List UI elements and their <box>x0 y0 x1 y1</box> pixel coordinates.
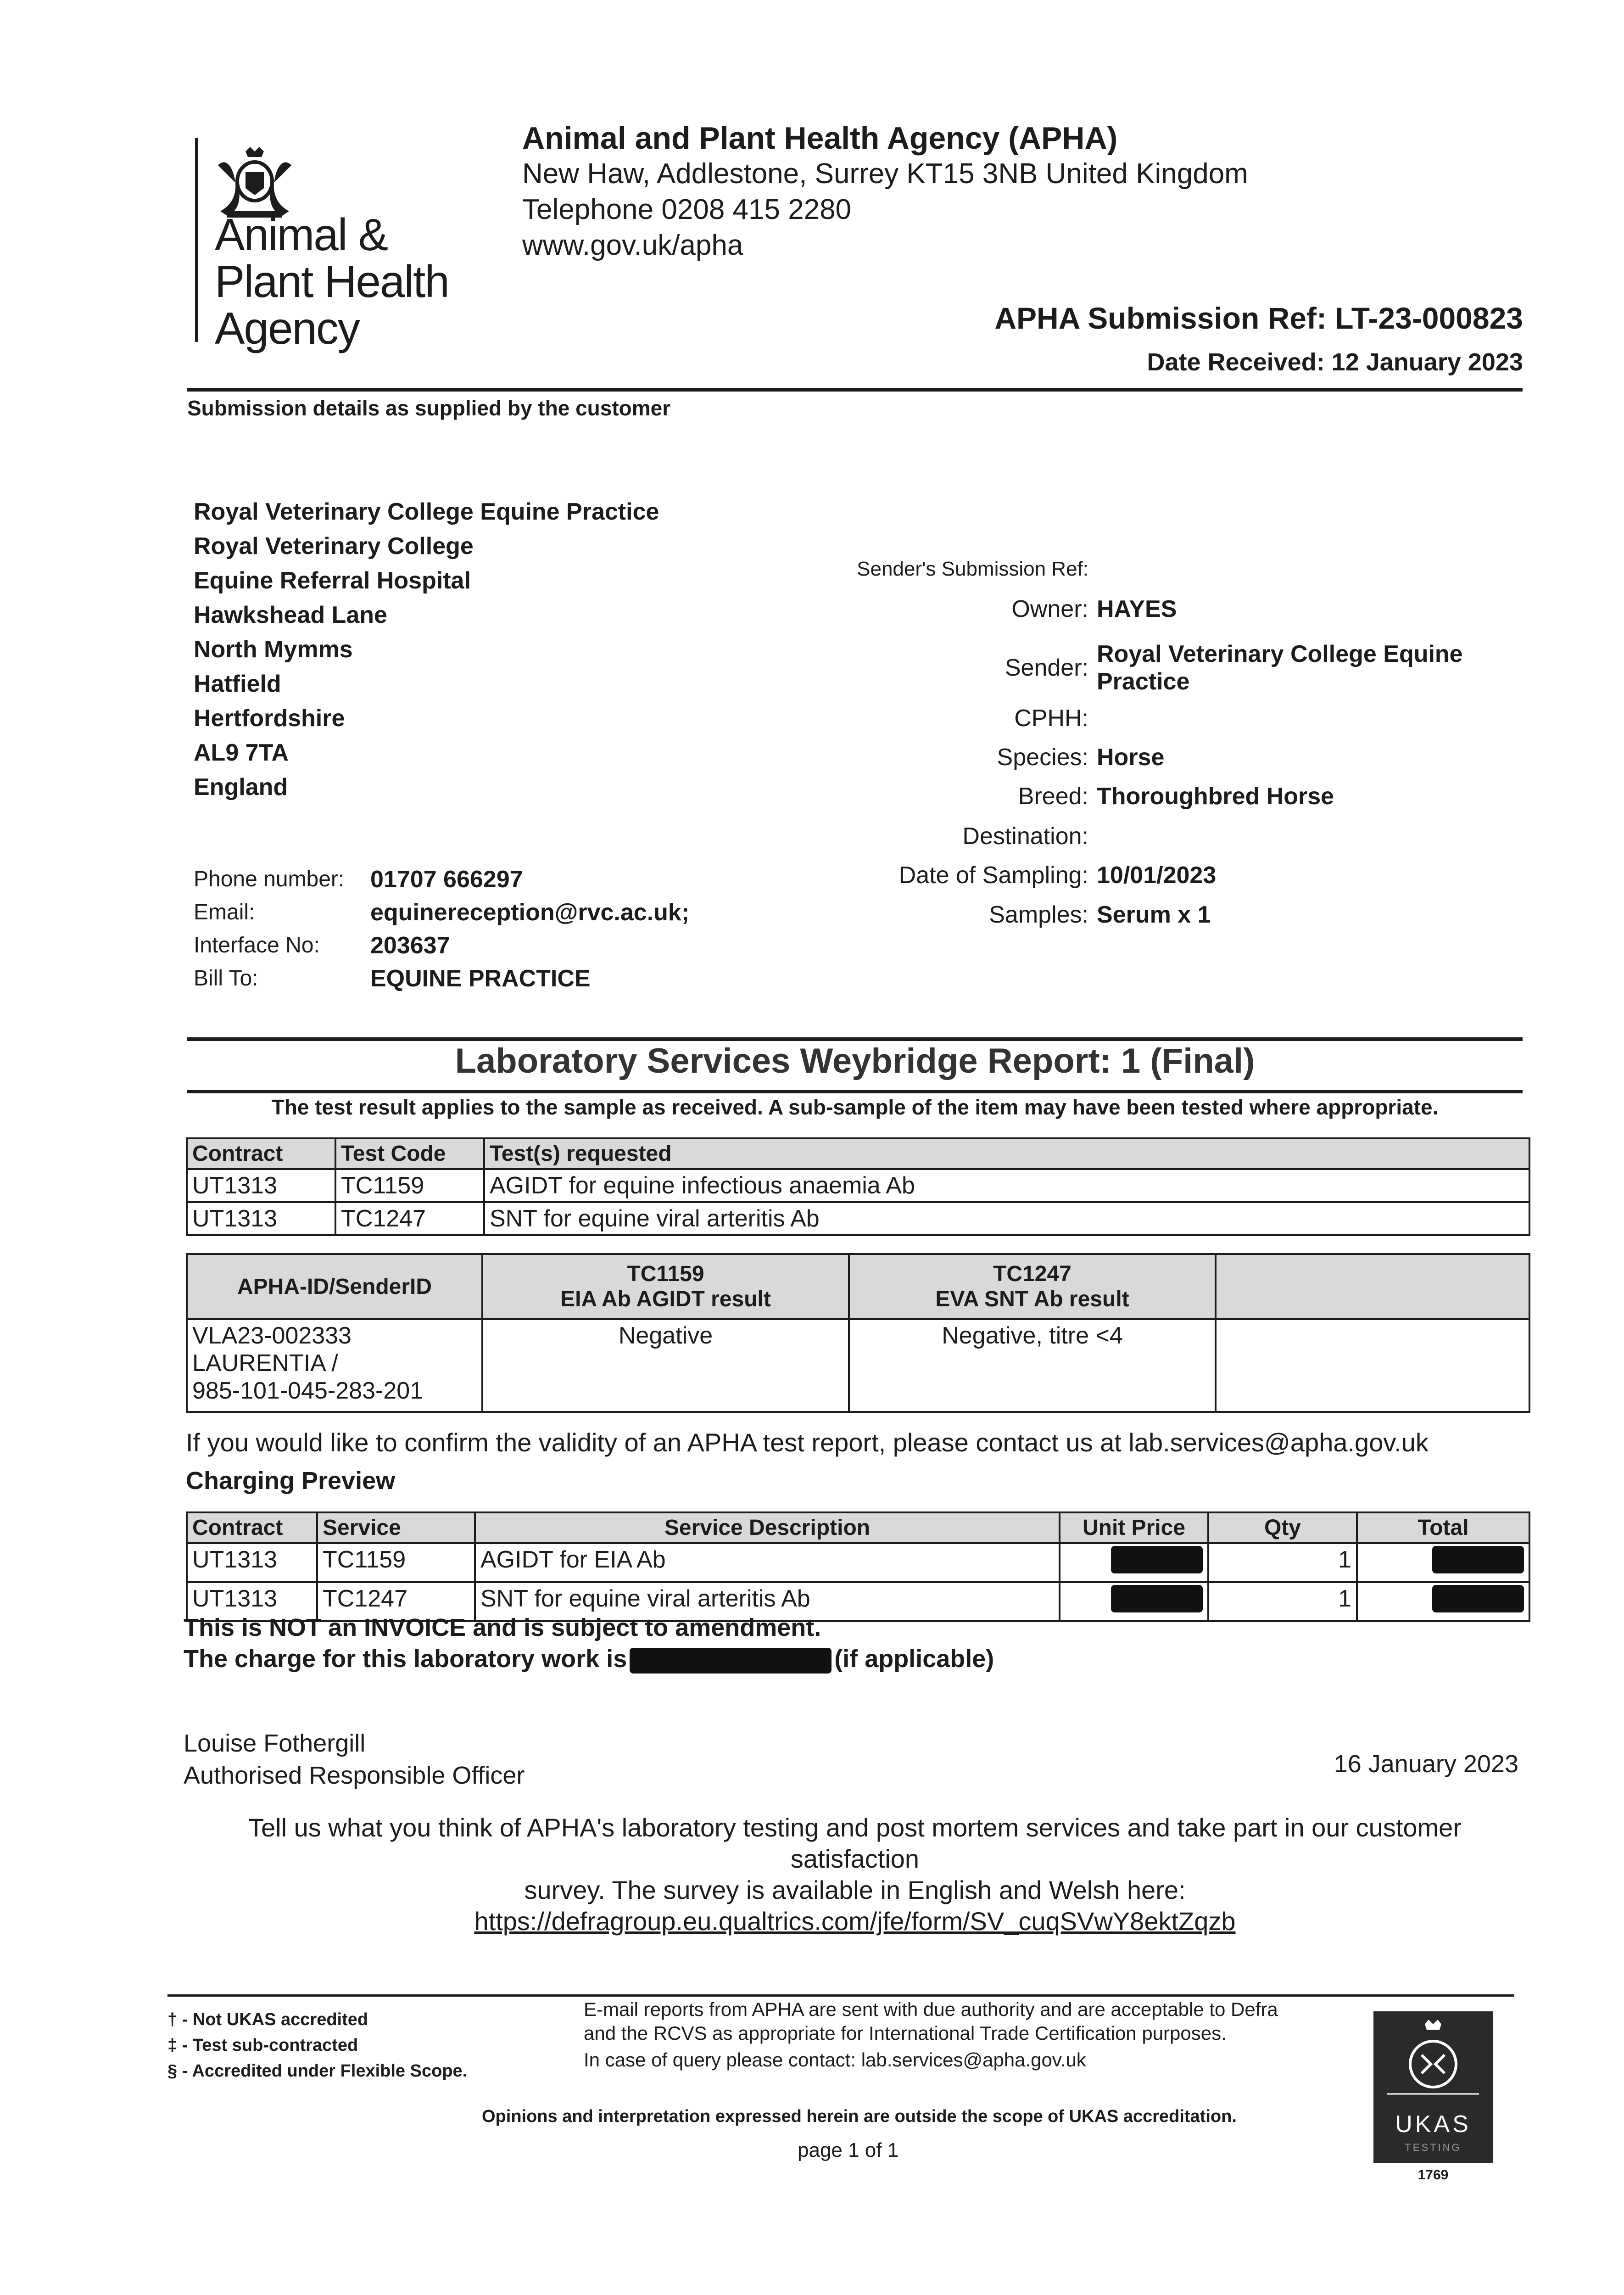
footer-rule <box>167 1994 1514 1997</box>
field-label: Samples: <box>989 901 1088 928</box>
field-value: Thoroughbred Horse <box>1097 783 1334 810</box>
submission-ref: APHA Submission Ref: LT-23-000823 <box>994 301 1523 335</box>
agency-name: Animal and Plant Health Agency (APHA) <box>522 121 1118 156</box>
header-line: APHA-ID/SenderID <box>237 1274 432 1299</box>
agency-website: www.gov.uk/apha <box>522 230 743 261</box>
address-line: Royal Veterinary College Equine Practice <box>194 498 659 525</box>
page-number: page 1 of 1 <box>798 2139 899 2161</box>
col-eia-result <box>482 1254 849 1319</box>
accreditation-legend <box>167 2007 467 2084</box>
contact-label: Email: <box>194 900 255 924</box>
table-row <box>187 1169 1529 1202</box>
cell-service-description: AGIDT for EIA Ab <box>475 1543 1060 1582</box>
agency-logo-text <box>215 211 449 352</box>
contact-value: 203637 <box>370 932 450 959</box>
field-value: HAYES <box>1097 596 1177 622</box>
date-received: Date Received: 12 January 2023 <box>1147 348 1523 376</box>
charge-suffix: (if applicable) <box>834 1645 994 1673</box>
cell-total <box>1357 1543 1529 1582</box>
id-line: LAURENTIA / <box>192 1350 338 1377</box>
field-label: Destination: <box>962 823 1088 850</box>
field-label: Sender's Submission Ref: <box>857 558 1088 580</box>
field-value: Horse <box>1097 744 1165 771</box>
contact-value: EQUINE PRACTICE <box>370 965 591 992</box>
logo-divider <box>195 138 198 342</box>
cell-unit-price <box>1060 1582 1208 1621</box>
id-line: 985-101-045-283-201 <box>192 1377 424 1404</box>
survey-link[interactable]: https://defragroup.eu.qualtrics.com/jfe/form/SV_cuqSVwY8ektZqzb <box>474 1907 1236 1936</box>
signature-date: 16 January 2023 <box>1334 1750 1518 1778</box>
contact-email <box>194 896 689 929</box>
redaction-mark <box>1111 1585 1203 1612</box>
field-label: CPHH: <box>1014 705 1088 732</box>
email-note: E-mail reports from APHA are sent with due authority and are acceptable to Defra and the RCVS as appropriate for International Trade Certification purposes. <box>584 1998 1278 2044</box>
address-line: North Mymms <box>194 636 353 663</box>
address-line: Royal Veterinary College <box>194 533 474 560</box>
field-cphh <box>780 705 1524 732</box>
cell-contract: UT1313 <box>187 1202 335 1235</box>
field-label: Owner: <box>1011 596 1088 622</box>
address-line: Hertfordshire <box>194 705 345 732</box>
field-value <box>1097 705 1524 732</box>
legend-item: † - Not UKAS accredited <box>167 2010 368 2029</box>
address-line: England <box>194 774 288 800</box>
field-owner <box>780 595 1524 623</box>
table-header-row <box>187 1512 1529 1543</box>
header-line: EVA SNT Ab result <box>935 1287 1129 1311</box>
cell-total <box>1357 1582 1529 1621</box>
field-breed <box>780 783 1524 810</box>
results-table <box>186 1253 1530 1413</box>
email-notice <box>584 1998 1309 2072</box>
ukas-number: 1769 <box>1418 2167 1449 2183</box>
col-qty: Qty <box>1208 1512 1357 1543</box>
cell-unit-price <box>1060 1543 1208 1582</box>
invoice-notice <box>184 1612 994 1674</box>
contact-value: 01707 666297 <box>370 866 523 893</box>
cell-test-code: TC1247 <box>335 1202 484 1235</box>
address-line: Equine Referral Hospital <box>194 567 471 594</box>
address-line: Hatfield <box>194 671 281 697</box>
cell-test-requested: AGIDT for equine infectious anaemia Ab <box>484 1169 1529 1202</box>
field-value: Serum x 1 <box>1097 901 1211 928</box>
table-header-row <box>187 1254 1529 1319</box>
cell-contract: UT1313 <box>187 1582 317 1621</box>
field-value: 10/01/2023 <box>1097 862 1217 889</box>
contact-label: Interface No: <box>194 933 320 957</box>
agency-phone: Telephone 0208 415 2280 <box>522 194 852 225</box>
cell-test-requested: SNT for equine viral arteritis Ab <box>484 1202 1529 1235</box>
redaction-mark <box>1432 1585 1524 1612</box>
report-note: The test result applies to the sample as received. A sub-sample of the item may have been tested where appropriate. <box>271 1095 1439 1119</box>
col-eva-result <box>849 1254 1216 1319</box>
id-line: VLA23-002333 <box>192 1322 352 1349</box>
cell-extra <box>1216 1319 1529 1412</box>
address-line: Hawkshead Lane <box>194 602 387 628</box>
contact-value: equinereception@rvc.ac.uk; <box>370 899 690 926</box>
field-value <box>1097 823 1524 850</box>
charging-table <box>186 1511 1530 1622</box>
not-invoice-text: This is NOT an INVOICE and is subject to amendment. <box>184 1614 821 1641</box>
officer-name: Louise Fothergill <box>184 1730 366 1757</box>
logo-line: Animal & <box>215 209 388 260</box>
field-destination <box>780 823 1524 850</box>
col-extra <box>1216 1254 1529 1319</box>
signature-block <box>184 1727 525 1791</box>
officer-role: Authorised Responsible Officer <box>184 1762 525 1789</box>
contact-bill-to <box>194 962 689 995</box>
charge-line <box>184 1643 994 1674</box>
cell-qty: 1 <box>1208 1582 1357 1621</box>
contact-interface <box>194 929 689 962</box>
col-tests-requested: Test(s) requested <box>484 1138 1529 1169</box>
redaction-mark <box>1111 1546 1203 1573</box>
ukas-badge <box>1373 2011 1493 2163</box>
header-rule <box>187 388 1523 392</box>
cell-qty: 1 <box>1208 1543 1357 1582</box>
table-row <box>187 1319 1529 1412</box>
col-service-description: Service Description <box>475 1512 1060 1543</box>
field-date-sampling <box>780 862 1524 889</box>
col-contract: Contract <box>187 1138 335 1169</box>
contact-phone <box>194 863 689 896</box>
ukas-label: UKAS <box>1395 2111 1471 2138</box>
field-senders-ref <box>780 558 1524 581</box>
ukas-crown-icon <box>1373 2011 1493 2117</box>
table-row <box>187 1202 1529 1235</box>
field-label: Breed: <box>1018 783 1088 810</box>
field-species <box>780 744 1524 771</box>
redaction-mark <box>1432 1546 1524 1573</box>
col-service: Service <box>317 1512 475 1543</box>
opinion-note: Opinions and interpretation expressed herein are outside the scope of UKAS accreditation. <box>482 2107 1237 2126</box>
address-line: AL9 7TA <box>194 739 289 766</box>
agency-header <box>522 120 1248 263</box>
report-rule-bottom <box>187 1090 1523 1093</box>
field-value <box>1097 558 1524 581</box>
logo-line: Plant Health <box>215 256 449 307</box>
cell-contract: UT1313 <box>187 1543 317 1582</box>
cell-test-code: TC1159 <box>335 1169 484 1202</box>
charge-prefix: The charge for this laboratory work is <box>184 1645 627 1673</box>
legend-item: ‡ - Test sub-contracted <box>167 2036 358 2055</box>
cell-sample-id <box>187 1319 482 1412</box>
survey-line: survey. The survey is available in English and Welsh here: <box>524 1875 1186 1904</box>
query-contact: In case of query please contact: lab.services@apha.gov.uk <box>584 2049 1086 2071</box>
cell-service: TC1247 <box>317 1582 475 1621</box>
customer-address <box>194 495 659 805</box>
field-label: Date of Sampling: <box>899 862 1088 889</box>
header-line: EIA Ab AGIDT result <box>560 1287 771 1311</box>
col-contract: Contract <box>187 1512 317 1543</box>
field-value: Royal Veterinary College Equine Practice <box>1097 641 1463 695</box>
legend-item: § - Accredited under Flexible Scope. <box>167 2061 468 2081</box>
report-title: Laboratory Services Weybridge Report: 1 (Final) <box>455 1041 1255 1080</box>
table-header-row <box>187 1138 1529 1169</box>
field-label: Sender: <box>1005 655 1088 681</box>
col-apha-id <box>187 1254 482 1319</box>
field-sender <box>780 640 1524 695</box>
table-row <box>187 1543 1529 1582</box>
field-samples <box>780 901 1524 929</box>
agency-address: New Haw, Addlestone, Surrey KT15 3NB United Kingdom <box>522 158 1248 190</box>
cell-service-description: SNT for equine viral arteritis Ab <box>475 1582 1060 1621</box>
ukas-sub-label: TESTING <box>1405 2142 1462 2153</box>
header-line: TC1247 <box>993 1262 1072 1286</box>
submission-details-caption: Submission details as supplied by the customer <box>187 396 671 420</box>
logo-line: Agency <box>215 303 359 353</box>
validity-note: If you would like to confirm the validity of an APHA test report, please contact us at lab.services@apha.gov.uk <box>186 1428 1429 1457</box>
cell-eia-result: Negative <box>482 1319 849 1412</box>
cell-eva-result: Negative, titre <4 <box>849 1319 1216 1412</box>
tests-table <box>186 1137 1530 1236</box>
col-unit-price: Unit Price <box>1060 1512 1208 1543</box>
report-rule-top <box>187 1037 1523 1041</box>
customer-contact <box>194 863 689 995</box>
cell-service: TC1159 <box>317 1543 475 1582</box>
charging-preview-title: Charging Preview <box>186 1467 396 1495</box>
contact-label: Bill To: <box>194 966 258 991</box>
contact-label: Phone number: <box>194 867 345 891</box>
survey-block <box>187 1812 1523 1937</box>
col-test-code: Test Code <box>335 1138 484 1169</box>
redaction-mark <box>630 1648 832 1674</box>
survey-line: Tell us what you think of APHA's laboratory testing and post mortem services and take part in our customer satisfaction <box>248 1813 1462 1873</box>
col-total: Total <box>1357 1512 1529 1543</box>
field-label: Species: <box>997 744 1088 771</box>
cell-contract: UT1313 <box>187 1169 335 1202</box>
header-line: TC1159 <box>627 1262 704 1286</box>
